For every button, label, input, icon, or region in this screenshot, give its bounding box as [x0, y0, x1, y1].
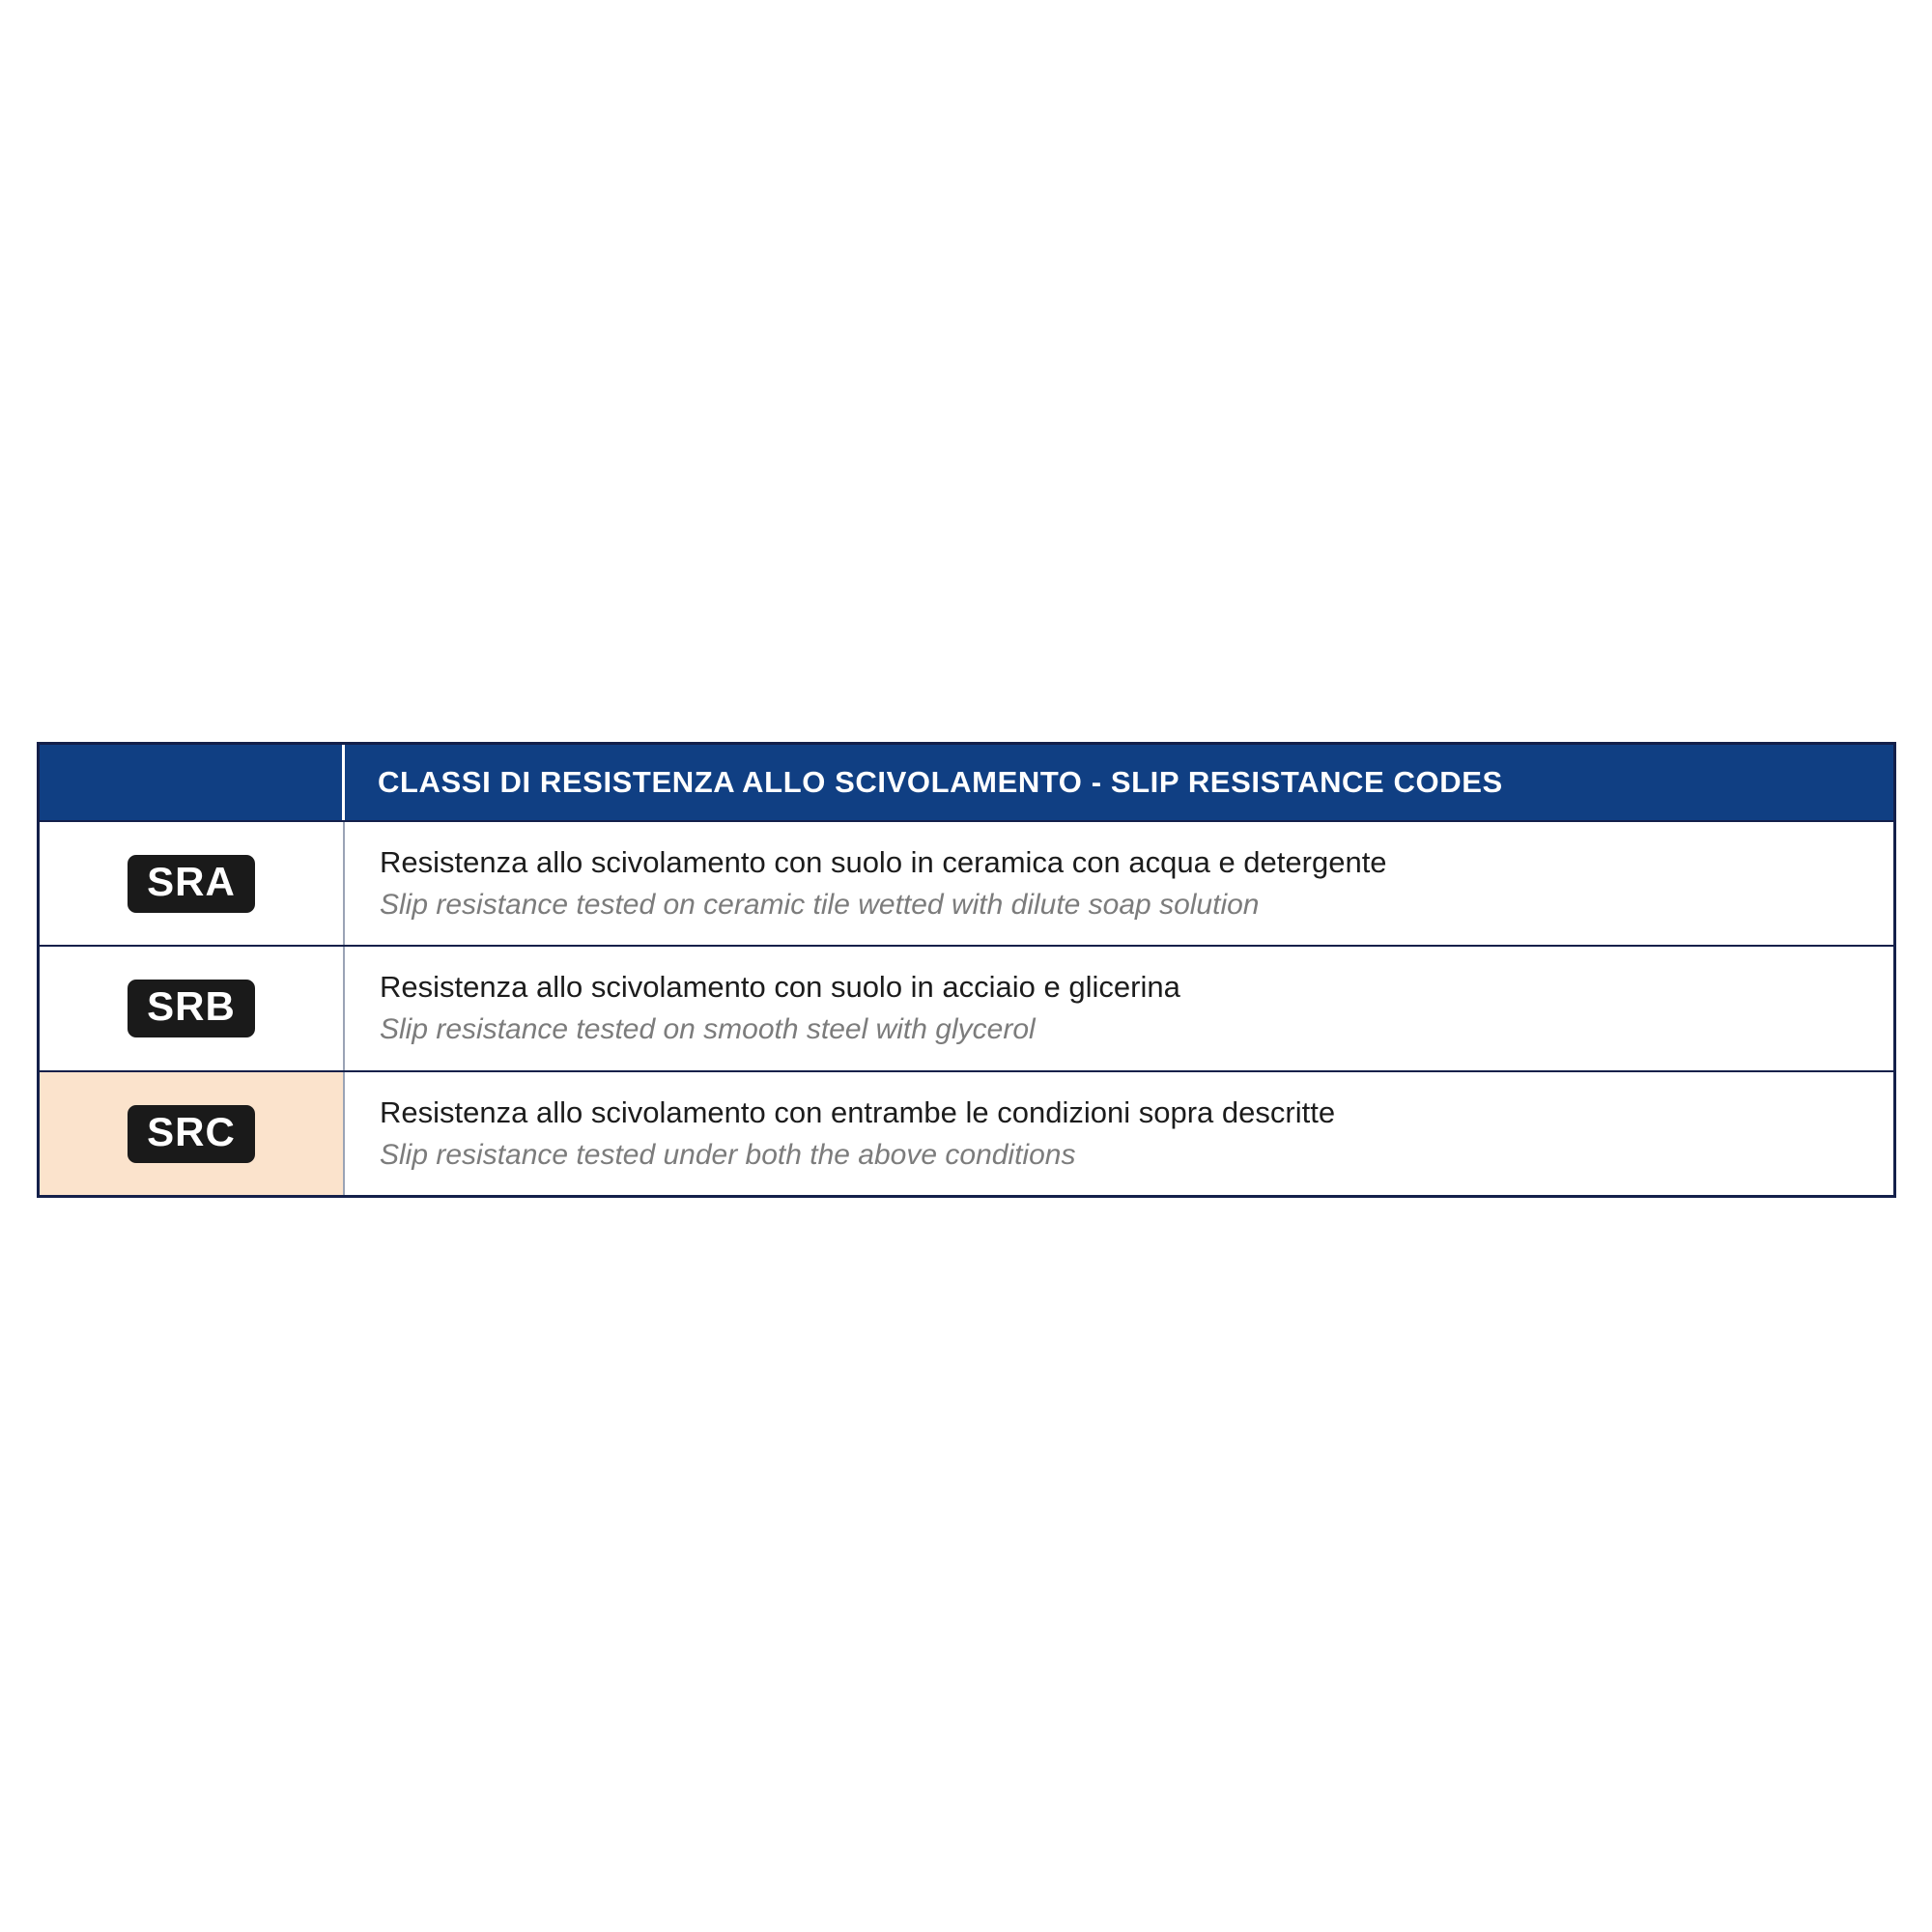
description-cell	[345, 947, 1893, 1069]
table-row	[40, 820, 1893, 945]
table-row	[40, 945, 1893, 1069]
code-badge: SRC	[128, 1105, 255, 1163]
table-header-row	[40, 745, 1893, 820]
code-cell	[40, 1072, 345, 1195]
description-english: Slip resistance tested on ceramic tile wetted with dilute soap solution	[380, 889, 1260, 922]
description-english: Slip resistance tested on smooth steel with glycerol	[380, 1013, 1036, 1046]
header-code-column-cell	[40, 745, 345, 820]
code-badge: SRA	[128, 855, 255, 913]
description-cell	[345, 1072, 1893, 1195]
description-italian: Resistenza allo scivolamento con entrambe le condizioni sopra descritte	[380, 1094, 1336, 1129]
description-italian: Resistenza allo scivolamento con suolo in ceramica con acqua e detergente	[380, 845, 1387, 879]
code-cell	[40, 947, 345, 1069]
table-title: CLASSI DI RESISTENZA ALLO SCIVOLAMENTO - SLIP RESISTANCE CODES	[378, 765, 1503, 799]
code-cell	[40, 822, 345, 945]
table-row-highlighted	[40, 1070, 1893, 1195]
description-italian: Resistenza allo scivolamento con suolo in acciaio e glicerina	[380, 970, 1180, 1005]
description-cell	[345, 822, 1893, 945]
header-title-cell	[345, 745, 1893, 820]
description-english: Slip resistance tested under both the above conditions	[380, 1138, 1076, 1171]
code-badge: SRB	[128, 980, 255, 1037]
slip-resistance-table	[37, 742, 1896, 1198]
